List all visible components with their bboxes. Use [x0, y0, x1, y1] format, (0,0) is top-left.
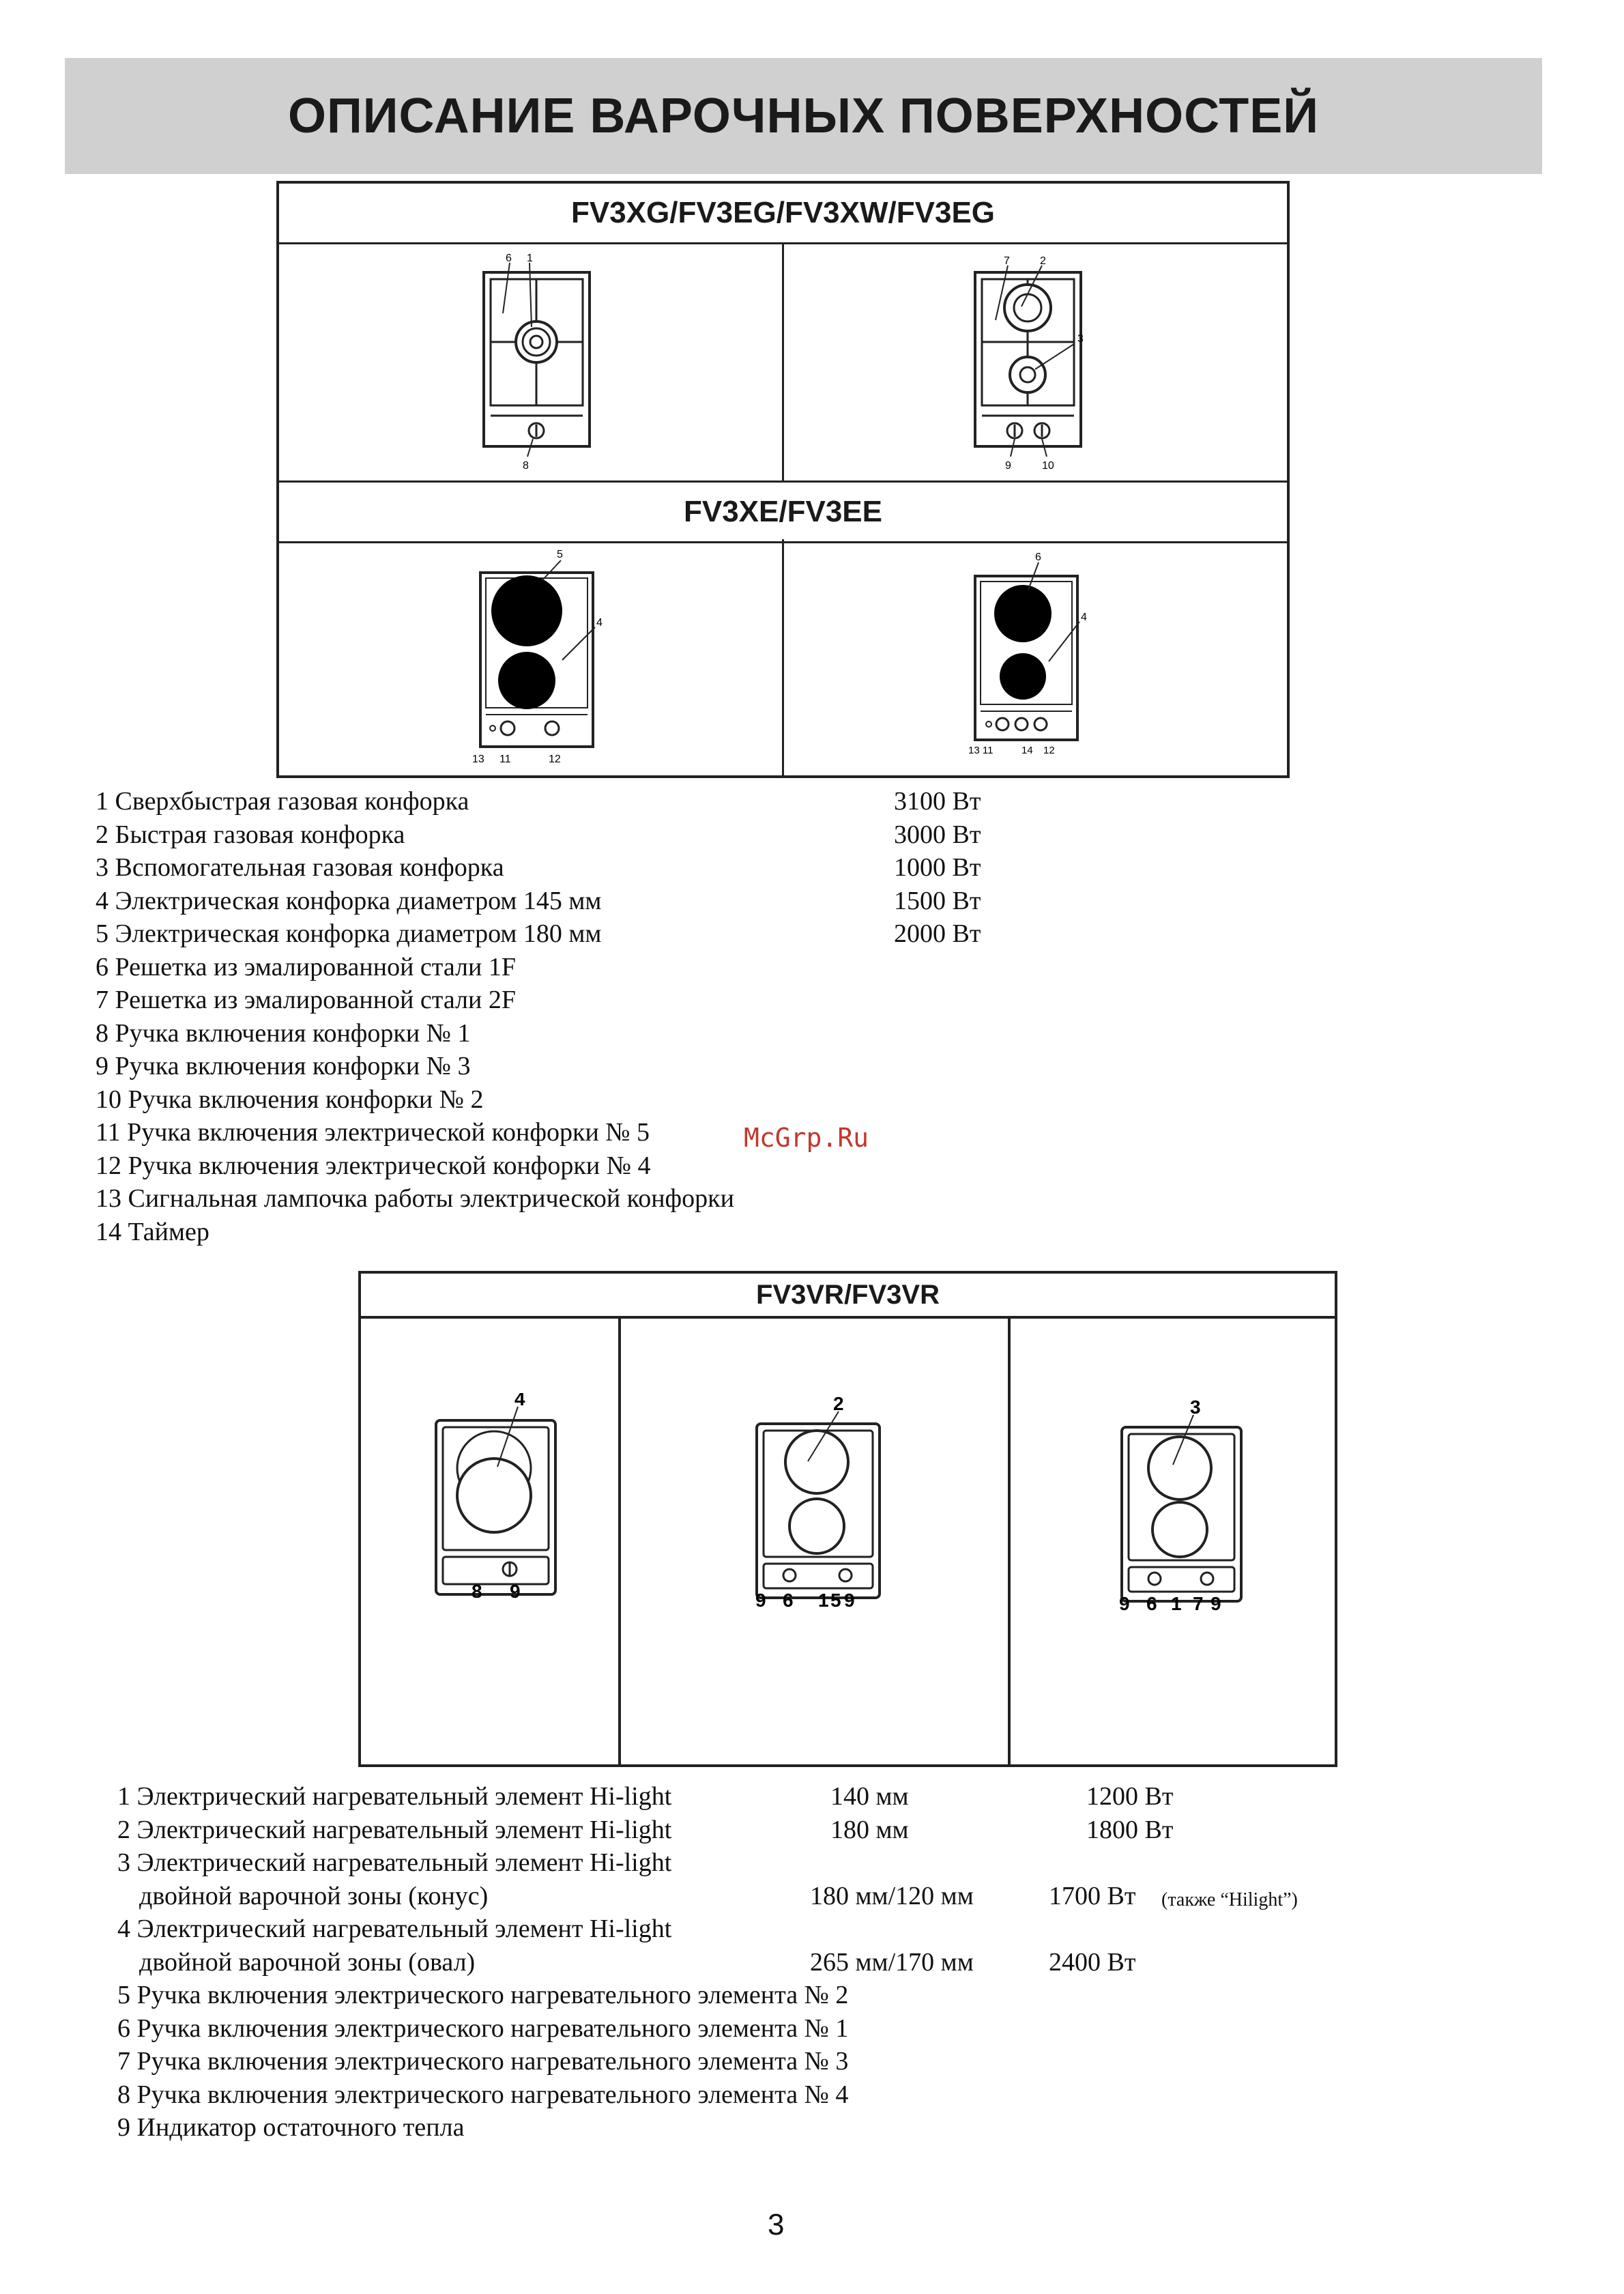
table-header-hilight: FV3VR/FV3VR	[361, 1274, 1335, 1319]
legend-item	[96, 1182, 983, 1216]
legend-item-power: 1800 Вт	[1086, 1815, 1174, 1844]
legend-item-power: 2000 Вт	[894, 919, 981, 948]
gas-double-label: 7	[1004, 255, 1010, 267]
legend-item	[96, 1050, 983, 1083]
hilight-double-b-label: 9	[1119, 1593, 1130, 1611]
legend-item-text: двойной варочной зоны (овал)	[139, 1947, 476, 1977]
hilight-single-hob-diagram	[422, 1393, 572, 1598]
electric-left-label: 13	[472, 754, 484, 765]
hilight-single-label: 9	[510, 1581, 521, 1598]
legend-list-1	[96, 785, 983, 1248]
legend-item-note: (также “Hilight”)	[1161, 1889, 1298, 1910]
page-title: ОПИСАНИЕ ВАРОЧНЫХ ПОВЕРХНОСТЕЙ	[287, 89, 1320, 143]
hilight-double-a-label: 6	[783, 1590, 794, 1608]
legend-item	[117, 2045, 1380, 2078]
hilight-single-label: 8	[472, 1581, 482, 1598]
legend-item-power: 1000 Вт	[894, 853, 981, 882]
gas-single-label: 6	[506, 253, 512, 264]
knob-icon	[996, 718, 1009, 730]
legend-item-power: 1500 Вт	[894, 886, 981, 915]
knob-icon	[1201, 1573, 1213, 1585]
electric-right-label: 6	[1035, 551, 1041, 563]
hilight-double-b-label: 1	[1171, 1593, 1182, 1611]
legend-item	[117, 1846, 1380, 1880]
hilight-double-b-label: 7	[1193, 1593, 1204, 1611]
legend-item-text: 10 Ручка включения конфорки № 2	[96, 1085, 484, 1114]
electric-left-label: 5	[557, 549, 563, 560]
legend-item	[96, 984, 983, 1017]
legend-item-text: 14 Таймер	[96, 1217, 209, 1246]
electric-hob-right-diagram	[948, 545, 1125, 771]
gas-double-label: 2	[1040, 255, 1046, 267]
legend-item-power: 2400 Вт	[1049, 1947, 1136, 1977]
legend-item	[96, 1216, 983, 1249]
hilight-double-b-label: 3	[1190, 1400, 1201, 1418]
legend-item-power: 3100 Вт	[894, 787, 981, 816]
gas-single-label: 1	[527, 253, 533, 264]
legend-item-text: 11 Ручка включения электрической конфорки № 5	[96, 1118, 650, 1147]
knob-icon	[783, 1569, 796, 1581]
legend-item	[96, 818, 983, 852]
legend-item	[117, 1780, 1380, 1813]
knob-icon	[545, 721, 559, 735]
legend-item-size: 140 мм	[830, 1782, 909, 1811]
electric-hob-left-diagram	[453, 545, 630, 771]
electric-left-label: 11	[499, 754, 511, 765]
gas-double-label: 3	[1077, 333, 1084, 345]
legend-item	[96, 1083, 983, 1117]
gas-double-hob-diagram	[955, 252, 1112, 477]
legend-item-text: 7 Решетка из эмалированной стали 2F	[96, 986, 516, 1014]
hilight-double-b-label: 9	[1210, 1593, 1221, 1611]
legend-item-text: 3 Электрический нагревательный элемент Hi-light	[117, 1848, 672, 1877]
legend-item-text: 9 Ручка включения конфорки № 3	[96, 1052, 471, 1080]
legend-list-2	[117, 1780, 1380, 2145]
gas-single-hob-diagram	[456, 252, 620, 477]
electric-right-label: 14	[1021, 745, 1033, 756]
electric-right-label: 4	[1081, 612, 1087, 623]
table-header-electric: FV3XE/FV3EE	[279, 481, 1287, 543]
gas-electric-diagram-table	[276, 181, 1290, 778]
cell-divider	[782, 242, 784, 481]
legend-item-text: 2 Быстрая газовая конфорка	[96, 820, 405, 849]
legend-item	[117, 1946, 1380, 1979]
legend-item	[96, 1149, 983, 1183]
legend-item	[117, 1813, 1380, 1847]
cell-divider	[782, 539, 784, 778]
legend-item	[117, 2078, 1380, 2112]
legend-item	[96, 785, 983, 818]
legend-item	[96, 885, 983, 918]
legend-item-text: двойной варочной зоны (конус)	[139, 1881, 489, 1910]
legend-item	[117, 2012, 1380, 2046]
legend-item	[96, 851, 983, 885]
legend-item-power: 3000 Вт	[894, 820, 981, 849]
legend-item-power: 1200 Вт	[1086, 1782, 1174, 1811]
timer-icon	[1034, 718, 1047, 730]
gas-double-label: 9	[1005, 460, 1011, 472]
legend-item-text: 2 Электрический нагревательный элемент Hi-light	[117, 1815, 672, 1844]
hilight-double-a-label: 9	[755, 1590, 766, 1608]
legend-item-text: 5 Ручка включения электрического нагревательного элемента № 2	[117, 1981, 849, 2009]
legend-item-text: 9 Индикатор остаточного тепла	[117, 2113, 465, 2142]
legend-item-text: 8 Ручка включения электрического нагревательного элемента № 4	[117, 2080, 849, 2109]
legend-item-text: 1 Сверхбыстрая газовая конфорка	[96, 787, 469, 816]
knob-icon	[1148, 1573, 1161, 1585]
hilight-double-hob-a-diagram	[743, 1396, 893, 1608]
gas-double-label: 10	[1042, 460, 1054, 472]
legend-item-text: 8 Ручка включения конфорки № 1	[96, 1018, 471, 1048]
title-bar	[65, 58, 1542, 174]
electric-right-label: 13 11	[968, 745, 994, 756]
hilight-double-a-label: 1	[818, 1590, 829, 1608]
hilight-double-a-label: 9	[844, 1590, 855, 1608]
hilight-diagram-table	[358, 1271, 1337, 1767]
knob-icon	[1015, 718, 1028, 730]
knob-icon	[501, 721, 514, 735]
indicator-lamp-icon	[986, 721, 991, 727]
indicator-lamp-icon	[490, 726, 495, 731]
hilight-double-a-label: 2	[833, 1396, 844, 1414]
legend-item	[96, 917, 983, 951]
legend-item-text: 6 Решетка из эмалированной стали 1F	[96, 952, 516, 981]
legend-item-size: 180 мм/120 мм	[810, 1881, 974, 1910]
page-number: 3	[768, 2208, 785, 2241]
table-header-gas: FV3XG/FV3EG/FV3XW/FV3EG	[279, 184, 1287, 244]
legend-item-text: 7 Ручка включения электрического нагревательного элемента № 3	[117, 2047, 849, 2076]
electric-left-label: 12	[549, 754, 561, 765]
legend-item-text: 12 Ручка включения электрической конфорки № 4	[96, 1151, 651, 1180]
hilight-double-b-label: 6	[1146, 1593, 1157, 1611]
hilight-double-hob-b-diagram	[1108, 1400, 1258, 1611]
legend-item	[117, 2111, 1380, 2145]
legend-item	[96, 1017, 983, 1050]
legend-item-text: 13 Сигнальная лампочка работы электрической конфорки	[96, 1184, 734, 1213]
legend-item-text: 3 Вспомогательная газовая конфорка	[96, 853, 504, 882]
knob-icon	[839, 1569, 852, 1581]
legend-item-power: 1700 Вт	[1049, 1881, 1136, 1910]
hilight-single-label: 4	[514, 1393, 525, 1409]
legend-item	[117, 1912, 1380, 1946]
cell-divider	[1008, 1316, 1011, 1767]
electric-left-label: 4	[596, 617, 603, 629]
legend-item	[117, 1880, 1380, 1913]
cell-divider	[618, 1316, 621, 1767]
legend-item-text: 6 Ручка включения электрического нагревательного элемента № 1	[117, 2013, 849, 2043]
legend-item	[96, 951, 983, 984]
gas-single-label: 8	[523, 460, 529, 472]
legend-item-text: 4 Электрическая конфорка диаметром 145 мм	[96, 886, 602, 915]
hilight-double-a-label: 5	[830, 1590, 841, 1608]
legend-item-size: 180 мм	[830, 1815, 909, 1844]
legend-item-text: 1 Электрический нагревательный элемент Hi-light	[117, 1782, 672, 1811]
electric-right-label: 12	[1043, 745, 1055, 756]
watermark: McGrp.Ru	[744, 1123, 869, 1153]
legend-item-text: 5 Электрическая конфорка диаметром 180 мм	[96, 919, 602, 948]
legend-item-size: 265 мм/170 мм	[810, 1947, 974, 1977]
legend-item	[117, 1979, 1380, 2012]
legend-item-text: 4 Электрический нагревательный элемент Hi-light	[117, 1915, 672, 1943]
